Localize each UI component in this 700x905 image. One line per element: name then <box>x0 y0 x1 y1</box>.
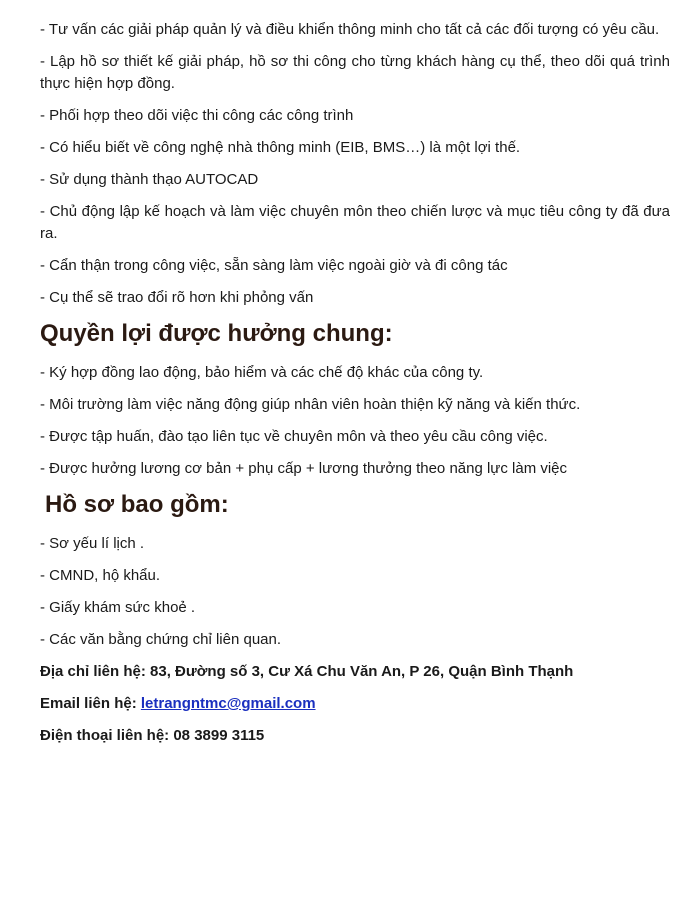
requirement-item: - Cụ thể sẽ trao đổi rõ hơn khi phỏng vấn <box>40 289 314 306</box>
benefit-item: - Môi trường làm việc năng động giúp nhân viên hoàn thiện kỹ năng và kiến thức. <box>40 396 581 413</box>
benefit-item: - Được tập huấn, đào tạo liên tục về chuyên môn và theo yêu cầu công việc. <box>40 428 548 445</box>
requirement-item: - Phối hợp theo dõi việc thi công các công trình <box>40 107 354 124</box>
document-item: - Các văn bằng chứng chỉ liên quan. <box>40 631 282 648</box>
benefit-item: - Được hưởng lương cơ bản + phụ cấp + lương thưởng theo năng lực làm việc <box>40 460 568 477</box>
document-item: - CMND, hộ khẩu. <box>40 567 161 584</box>
requirement-item: - Có hiểu biết về công nghệ nhà thông minh (EIB, BMS…) là một lợi thế. <box>40 139 521 156</box>
contact-address: Địa chỉ liên hệ: 83, Đường số 3, Cư Xá Chu Văn An, P 26, Quận Bình Thạnh <box>40 663 574 680</box>
benefits-section <box>40 319 670 480</box>
requirement-item: - Sử dụng thành thạo AUTOCAD <box>40 171 259 188</box>
documents-section <box>40 490 670 651</box>
benefits-heading: Quyền lợi được hưởng chung: <box>40 320 393 347</box>
requirements-section <box>40 19 670 309</box>
contact-email-link[interactable]: letrangntmc@gmail.com <box>140 695 316 712</box>
requirement-item: - Chủ động lập kế hoạch và làm việc chuyên môn theo chiến lược và mục tiêu công ty đã đưa ra. <box>40 203 670 242</box>
documents-heading: Hồ sơ bao gồm: <box>45 491 229 518</box>
contact-phone: Điện thoại liên hệ: 08 3899 3115 <box>40 727 265 744</box>
requirement-item: - Cẩn thận trong công việc, sẵn sàng làm việc ngoài giờ và đi công tác <box>40 257 508 274</box>
contact-email-label: Email liên hệ: <box>40 695 141 712</box>
requirement-item: - Tư vấn các giải pháp quản lý và điều khiển thông minh cho tất cả các đối tượng có yêu cầu. <box>40 21 660 38</box>
document-item: - Sơ yếu lí lịch . <box>40 535 145 552</box>
contact-section <box>40 661 670 747</box>
contact-email-line <box>40 693 670 715</box>
document-item: - Giấy khám sức khoẻ . <box>40 599 196 616</box>
benefit-item: - Ký hợp đồng lao động, bảo hiểm và các chế độ khác của công ty. <box>40 364 484 381</box>
requirement-item: - Lập hồ sơ thiết kế giải pháp, hồ sơ thi công cho từng khách hàng cụ thể, theo dõi quá trình thực hiện hợp đồng. <box>40 53 670 92</box>
document-page <box>40 0 670 905</box>
